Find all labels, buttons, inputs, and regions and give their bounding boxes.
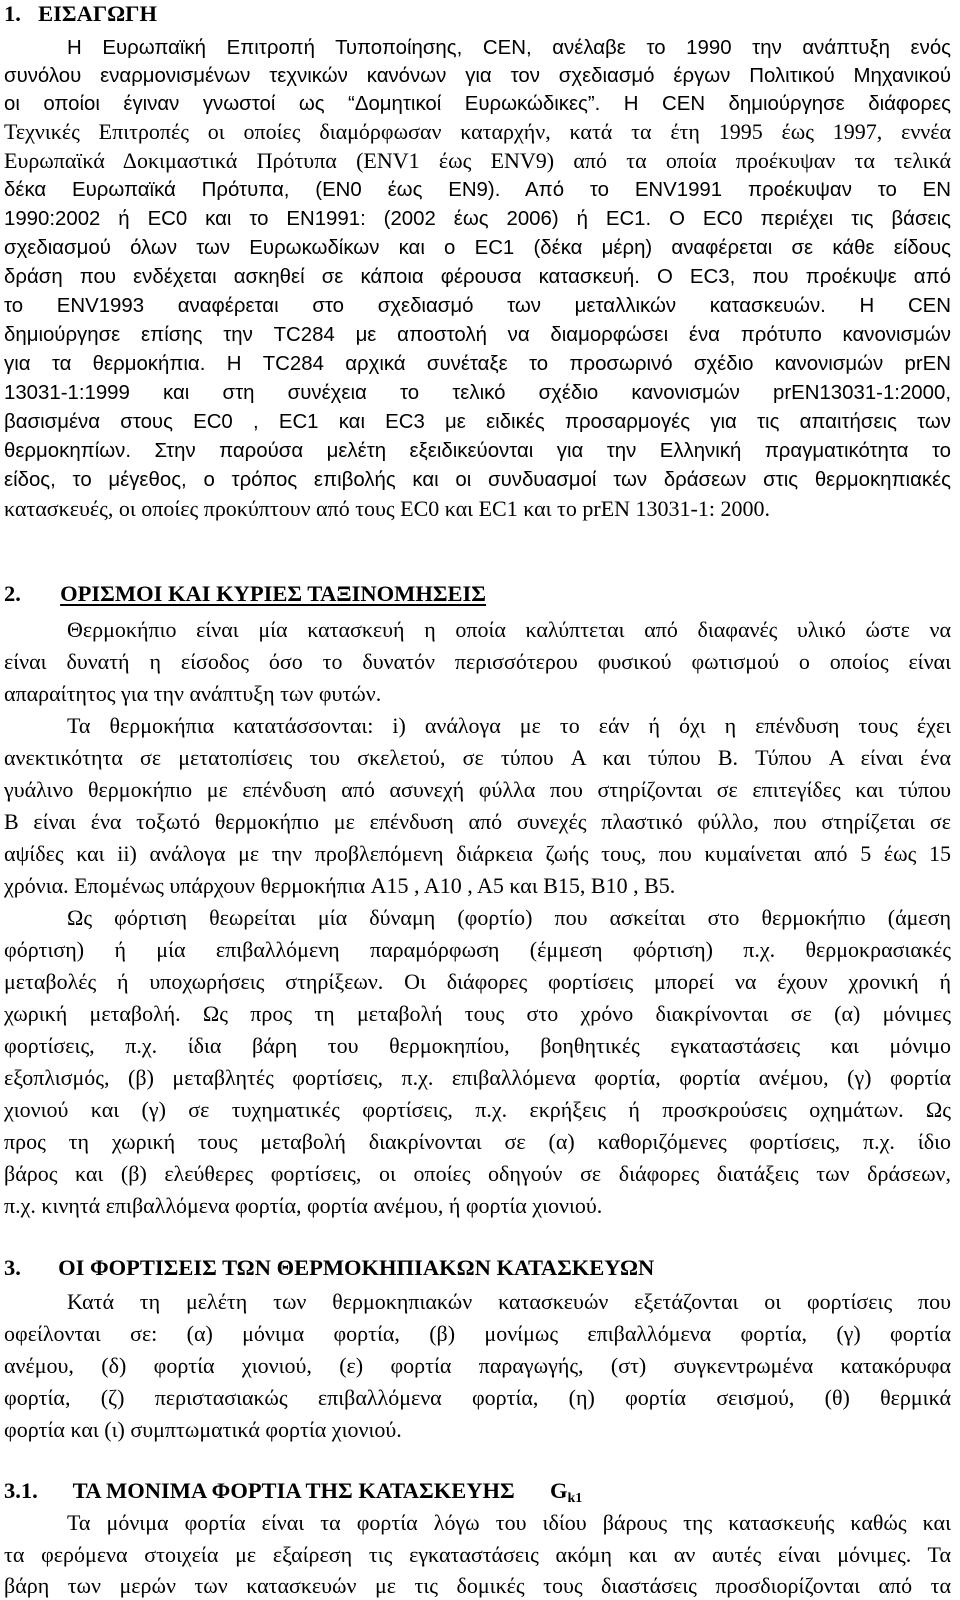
text-line: βάρος και (β) ελεύθερες φορτίσεις, οι οποίες οδηγούν σε διάφορες διατάξεις των δράσεων,: [4, 1161, 951, 1186]
text-line: σχεδιασμού όλων των Ευρωκωδίκων και ο EC1 (δέκα μέρη) αναφέρεται σε κάθε είδους: [4, 237, 951, 259]
text-line: π.χ. κινητά επιβαλλόμενα φορτία, φορτία ανέμου, ή φορτία χιονιού.: [4, 1193, 603, 1218]
section-heading-3-1: [4, 1477, 951, 1505]
text-line: χωρική μεταβολή. Ως προς τη μεταβολή τους στο χρόνο διακρίνονται σε (α) μόνιμες: [4, 1001, 951, 1026]
section-title: ΤΑ ΜΟΝΙΜΑ ΦΟΡΤΙΑ ΤΗΣ ΚΑΤΑΣΚΕΥΗΣ: [72, 1478, 515, 1503]
section-title: ΕΙΣΑΓΩΓΗ: [38, 1, 157, 26]
text-line: οφείλονται σε: (α) μόνιμα φορτία, (β) μονίμως επιβαλλόμενα φορτία, (γ) φορτία: [4, 1321, 951, 1346]
text-line: Η Ευρωπαϊκή Επιτροπή Τυποποίησης, CEN, ανέλαβε το 1990 την ανάπτυξη ενός: [67, 37, 951, 59]
section-heading-3: [4, 1254, 951, 1282]
text-line: Ως φόρτιση θεωρείται μία δύναμη (φορτίο) που ασκείται στο θερμοκήπιο (άμεση: [67, 905, 951, 930]
text-line: θερμοκηπίων. Στην παρούσα μελέτη εξειδικεύονται για την Ελληνική πραγματικότητα το: [4, 440, 951, 462]
section-number: 3.1.: [4, 1478, 38, 1503]
text-line: χρόνια. Επομένως υπάρχουν θερμοκήπια A15 , A10 , A5 και B15, B10 , B5.: [4, 873, 676, 898]
section-number: 3.: [4, 1255, 21, 1280]
text-line: Ευρωπαϊκά Δοκιμαστικά Πρότυπα (ENV1 έως ENV9) από τα οποία προέκυψαν τα τελικά: [4, 148, 951, 173]
text-line: χιονιού και (γ) σε τυχηματικές φορτίσεις, π.χ. εκρήξεις ή προσκρούσεις οχημάτων. Ως: [4, 1097, 951, 1122]
text-line: βάρη των μερών των κατασκευών με τις δομικές τους διαστάσεις προσδιορίζονται από τα: [4, 1573, 951, 1598]
text-line: Τα θερμοκήπια κατατάσσονται: i) ανάλογα με το εάν ή όχι η επένδυση τους έχει: [67, 713, 951, 738]
text-line: δράση που ενδέχεται ασκηθεί σε κάποια φέρουσα κατασκευή. Ο EC3, που προέκυψε από: [4, 266, 951, 288]
text-line: μεταβολές ή υποχωρήσεις στηρίξεων. Οι διάφορες φορτίσεις μπορεί να έχουν χρονική ή: [4, 969, 951, 994]
text-line: Κατά τη μελέτη των θερμοκηπιακών κατασκευών εξετάζονται οι φορτίσεις που: [67, 1289, 951, 1314]
section-number: 2.: [4, 581, 21, 606]
text-line: είναι δυνατή η είσοδος όσο το δυνατόν περισσότερου φυσικού φωτισμού ο οποίος είναι: [4, 649, 951, 674]
text-line: Θερμοκήπιο είναι μία κατασκευή η οποία καλύπτεται από διαφανές υλικό ώστε να: [67, 617, 951, 642]
text-line: βασισμένα στους EC0 , EC1 και EC3 με ειδικές προσαρμογές για τις απαιτήσεις των: [4, 411, 951, 433]
text-line: 13031-1:1999 και στη συνέχεια το τελικό σχέδιο κανονισμών prEN13031-1:2000,: [4, 382, 951, 404]
text-line: το ENV1993 αναφέρεται στο σχεδιασμό των μεταλλικών κατασκευών. Η CEN: [4, 295, 951, 317]
text-line: αψίδες και ii) ανάλογα με την προβλεπόμενη διάρκεια ζωής τους, που κυμαίνεται από 5 έως 15: [4, 841, 951, 866]
text-line: απαραίτητος για την ανάπτυξη των φυτών.: [4, 681, 382, 706]
text-line: B είναι ένα τοξωτό θερμοκήπιο με επένδυση από συνεχές πλαστικό φύλλο, που στηρίζεται σε: [4, 809, 951, 834]
load-symbol-subscript: k1: [567, 1491, 583, 1506]
text-line: δέκα Ευρωπαϊκά Πρότυπα, (EN0 έως EN9). Από το ENV1991 προέκυψαν το EN: [4, 179, 951, 201]
text-line: Τεχνικές Επιτροπές οι οποίες διαμόρφωσαν καταρχήν, κατά τα έτη 1995 έως 1997, εννέα: [4, 119, 951, 144]
text-line: είδος, το μέγεθος, ο τρόπος επιβολής και οι συνδυασμοί των δράσεων στις θερμοκηπιακές: [4, 469, 951, 491]
text-line: εξοπλισμός, (β) μεταβλητές φορτίσεις, π.χ. επιβαλλόμενα φορτία, φορτία ανέμου, (γ) φορτία: [4, 1065, 951, 1090]
text-line: γυάλινο θερμοκήπιο με επένδυση από ασυνεχή φύλλα που στηρίζονται σε επιτεγίδες και τύπου: [4, 777, 951, 802]
text-line: Τα μόνιμα φορτία είναι τα φορτία λόγω του ιδίου βάρους της κατασκευής καθώς και: [67, 1510, 951, 1535]
load-symbol: $G_{k1}$: [549, 1478, 583, 1506]
text-line: φορτία, (ζ) περιστασιακώς επιβαλλόμενα φορτία, (η) φορτία σεισμού, (θ) θερμικά: [4, 1385, 951, 1410]
text-line: φορτία και (ι) συμπτωματικά φορτία χιονιού.: [4, 1417, 402, 1442]
section-title: ΟΙ ΦΟΡΤΙΣΕΙΣ ΤΩΝ ΘΕΡΜΟΚΗΠΙΑΚΩΝ ΚΑΤΑΣΚΕΥΩΝ: [58, 1255, 655, 1280]
text-line: ανέμου, (δ) φορτία χιονιού, (ε) φορτία παραγωγής, (στ) συγκεντρωμένα κατακόρυφα: [4, 1353, 951, 1378]
text-line: οι οποίοι έγιναν γνωστοί ως “Δομητικοί Ευρωκώδικες”. Η CEN δημιούργησε διάφορες: [4, 93, 951, 115]
section-heading-1: [4, 0, 951, 28]
text-line: 1990:2002 ή EC0 και το EN1991: (2002 έως 2006) ή EC1. Ο EC0 περιέχει τις βάσεις: [4, 208, 951, 230]
text-line: συνόλου εναρμονισμένων τεχνικών κανόνων για τον σχεδιασμό έργων Πολιτικού Μηχανικού: [4, 65, 951, 87]
text-line: φορτίσεις, π.χ. ίδια βάρη του θερμοκηπίου, βοηθητικές εγκαταστάσεις και μόνιμο: [4, 1033, 951, 1058]
section-number: 1.: [4, 1, 21, 26]
text-line: ανεκτικότητα σε μετατοπίσεις του σκελετού, σε τύπου A και τύπου B. Τύπου A είναι ένα: [4, 745, 951, 770]
text-line: κατασκευές, οι οποίες προκύπτουν από τους EC0 και EC1 και το prEN 13031-1: 2000.: [4, 496, 770, 521]
section-title: ΟΡΙΣΜΟΙ ΚΑΙ ΚΥΡΙΕΣ ΤΑΞΙΝΟΜΗΣΕΙΣ: [60, 581, 487, 606]
text-line: προς τη χωρική τους μεταβολή διακρίνονται σε (α) καθοριζόμενες φορτίσεις, π.χ. ίδιο: [4, 1129, 951, 1154]
text-line: για τα θερμοκήπια. Η TC284 αρχικά συνέταξε το προσωρινό σχέδιο κανονισμών prEN: [4, 353, 951, 375]
text-line: δημιούργησε επίσης την TC284 με αποστολή να διαμορφώσει ένα πρότυπο κανονισμών: [4, 324, 951, 346]
text-line: φόρτιση) ή μία επιβαλλόμενη παραμόρφωση (έμμεση φόρτιση) π.χ. θερμοκρασιακές: [4, 937, 951, 962]
section-heading-2: [4, 580, 951, 608]
text-line: τα φερόμενα στοιχεία με εξαίρεση τις εγκαταστάσεις ακόμη και αν αυτές είναι μόνιμες. Τα: [4, 1542, 951, 1567]
